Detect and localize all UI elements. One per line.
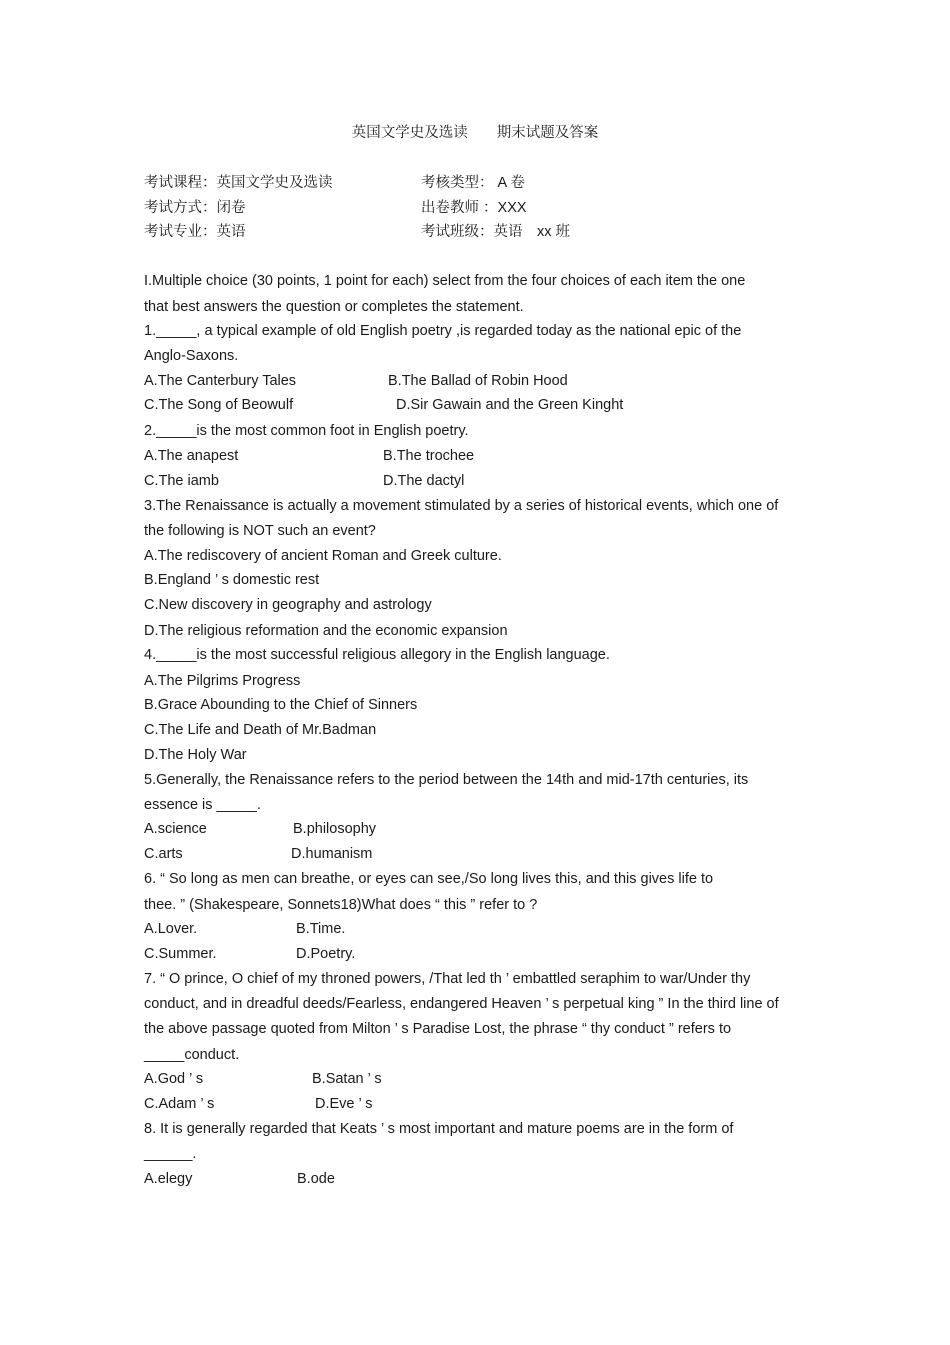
q1-option-b: B.The Ballad of Robin Hood xyxy=(388,373,568,389)
q4-option-b: B.Grace Abounding to the Chief of Sinners xyxy=(144,697,418,713)
q6-stem-line1: 6. “ So long as men can breathe, or eyes can see,/So long lives this, and this gives life to xyxy=(144,871,714,887)
q7-option-b: B.Satan ’ s xyxy=(312,1071,382,1087)
q7-stem-line4: _____conduct. xyxy=(144,1047,240,1063)
q5-stem-line1: 5.Generally, the Renaissance refers to the period between the 14th and mid-17th centuries, its xyxy=(144,772,749,788)
q6-option-d: D.Poetry. xyxy=(296,946,356,962)
q4-stem: 4._____is the most successful religious allegory in the English language. xyxy=(144,647,610,663)
q4-option-c: C.The Life and Death of Mr.Badman xyxy=(144,722,377,738)
q7-stem-line3: the above passage quoted from Milton ’ s Paradise Lost, the phrase “ thy conduct ” refers to xyxy=(144,1021,732,1037)
q5-stem-line2: essence is _____. xyxy=(144,797,261,813)
meta-course: 考试课程：英国文学史及选读 xyxy=(144,175,333,191)
q5-option-a: A.science xyxy=(144,821,207,837)
q7-option-d: D.Eve ’ s xyxy=(315,1096,373,1112)
q5-option-d: D.humanism xyxy=(291,846,373,862)
q4-option-a: A.The Pilgrims Progress xyxy=(144,673,301,689)
meta-method: 考试方式：闭卷 xyxy=(144,200,246,216)
q1-stem-line2: Anglo-Saxons. xyxy=(144,348,239,364)
q1-option-c: C.The Song of Beowulf xyxy=(144,397,294,413)
q3-option-a: A.The rediscovery of ancient Roman and Greek culture. xyxy=(144,548,502,564)
q6-stem-line2: thee. ” (Shakespeare, Sonnets18)What does “ this ” refer to ? xyxy=(144,897,538,913)
q2-option-a: A.The anapest xyxy=(144,448,239,464)
q8-stem-line1: 8. It is generally regarded that Keats ’ s most important and mature poems are in the form of xyxy=(144,1121,734,1137)
q2-option-b: B.The trochee xyxy=(383,448,475,464)
q1-stem-line1: 1._____, a typical example of old English poetry ,is regarded today as the national epic of the xyxy=(144,323,742,339)
q3-stem-line2: the following is NOT such an event? xyxy=(144,523,376,539)
q1-option-d: D.Sir Gawain and the Green Kinght xyxy=(396,397,624,413)
q6-option-a: A.Lover. xyxy=(144,921,198,937)
page-title: 英国文学史及选读 期末试题及答案 xyxy=(351,125,599,141)
meta-teacher: 出卷教师 ：XXX xyxy=(421,200,527,216)
q1-option-a: A.The Canterbury Tales xyxy=(144,373,297,389)
q6-option-c: C.Summer. xyxy=(144,946,217,962)
q2-option-c: C.The iamb xyxy=(144,473,219,489)
q5-option-b: B.philosophy xyxy=(293,821,377,837)
q6-option-b: B.Time. xyxy=(296,921,346,937)
q3-option-d: D.The religious reformation and the economic expansion xyxy=(144,623,508,639)
q7-option-c: C.Adam ’ s xyxy=(144,1096,215,1112)
q8-option-b: B.ode xyxy=(297,1171,335,1187)
q7-stem-line1: 7. “ O prince, O chief of my throned powers, /That led th ’ embattled seraphim to war/Under thy xyxy=(144,971,751,987)
section-heading-line1: I.Multiple choice (30 points, 1 point for each) select from the four choices of each item the one xyxy=(144,273,746,289)
q2-stem: 2._____is the most common foot in English poetry. xyxy=(144,423,469,439)
q3-option-b: B.England ’ s domestic rest xyxy=(144,572,320,588)
q3-stem-line1: 3.The Renaissance is actually a movement stimulated by a series of historical events, which one of xyxy=(144,498,779,514)
q3-option-c: C.New discovery in geography and astrology xyxy=(144,597,432,613)
q4-option-d: D.The Holy War xyxy=(144,747,247,763)
q2-option-d: D.The dactyl xyxy=(383,473,465,489)
section-heading-line2: that best answers the question or completes the statement. xyxy=(144,299,524,315)
meta-class: 考试班级：英语 xx 班 xyxy=(421,224,571,240)
q8-option-a: A.elegy xyxy=(144,1171,193,1187)
q5-option-c: C.arts xyxy=(144,846,183,862)
meta-major: 考试专业：英语 xyxy=(144,224,246,240)
q8-stem-line2: ______. xyxy=(144,1146,197,1162)
meta-type: 考核类型： A 卷 xyxy=(421,175,525,191)
q7-option-a: A.God ’ s xyxy=(144,1071,204,1087)
q7-stem-line2: conduct, and in dreadful deeds/Fearless, endangered Heaven ’ s perpetual king ” In the third line of xyxy=(144,996,779,1012)
